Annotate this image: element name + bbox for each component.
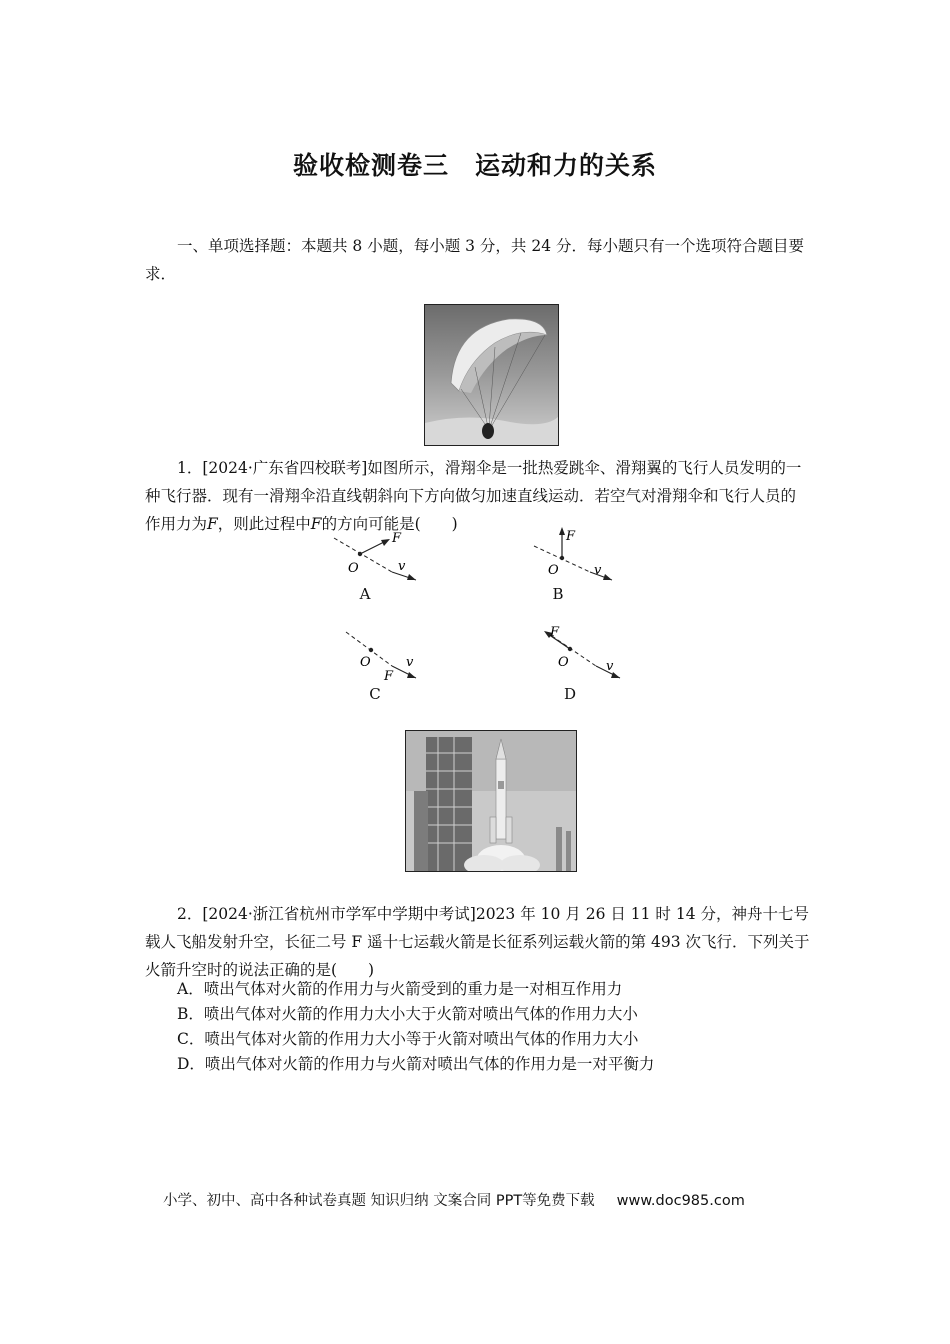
diagram-option-d (538, 624, 638, 690)
q2-stem: 2．[2024·浙江省杭州市学军中学期中考试]2023 年 10 月 26 日 11 时 14 分，神舟十七号载人飞船发射升空，长征二号 F 遥十七运载火箭是长征系列运载火箭的第 493 次飞行．下列关于火箭升空时的说法正确的是( ) (145, 905, 810, 979)
label-f: F (384, 669, 394, 684)
q2-option-d: D．喷出气体对火箭的作用力与火箭对喷出气体的作用力是一对平衡力 (177, 1055, 655, 1073)
section-heading: 一、单项选择题：本题共 8 小题，每小题 3 分，共 24 分．每小题只有一个选项符合题目要求． (145, 237, 805, 283)
option-a-label: A (359, 585, 371, 603)
label-v: v (398, 559, 406, 574)
q1-stem (145, 454, 810, 538)
label-f: F (550, 625, 560, 640)
paraglider-image (425, 305, 558, 445)
q1-force-symbol-2: F (310, 515, 322, 533)
label-o: O (348, 561, 359, 576)
q2-option-c: C．喷出气体对火箭的作用力大小等于火箭对喷出气体的作用力大小 (177, 1030, 639, 1048)
footer-text: 小学、初中、高中各种试卷真题 知识归纳 文案合同 PPT等免费下载 (163, 1193, 595, 1209)
label-v: v (606, 659, 614, 674)
q1-stem-part1: 1．[2024·广东省四校联考]如图所示，滑翔伞是一批热爱跳伞、滑翔翼的飞行人员发明的一种飞行器．现有一滑翔伞沿直线朝斜向下方向做匀加速直线运动．若空气对滑翔伞和飞行人员的作用力为 (145, 459, 802, 533)
footer (163, 1189, 745, 1210)
option-c-label: C (369, 685, 381, 703)
label-o: O (548, 563, 559, 578)
label-f: F (566, 529, 576, 544)
q1-force-symbol: F (207, 515, 218, 533)
rocket-launch-photo (405, 730, 577, 872)
q1-stem-part2: ，则此过程中 (217, 515, 311, 533)
paraglider-photo (424, 304, 559, 446)
diagram-option-a (330, 528, 440, 588)
label-v: v (594, 563, 602, 578)
option-d-label: D (563, 685, 577, 703)
diagram-option-c (340, 628, 430, 690)
option-b-label: B (552, 585, 564, 603)
q2-option-a: A．喷出气体对火箭的作用力与火箭受到的重力是一对相互作用力 (177, 980, 623, 998)
label-v: v (406, 655, 414, 670)
label-o: O (558, 655, 569, 670)
page-title: 验收检测卷三 运动和力的关系 (292, 151, 657, 180)
label-o: O (360, 655, 371, 670)
diagram-option-b (528, 526, 638, 588)
q1-stem-part3: 的方向可能是( ) (321, 515, 458, 533)
rocket-image (406, 731, 576, 871)
label-f: F (392, 531, 402, 546)
q2-option-b: B．喷出气体对火箭的作用力大小大于火箭对喷出气体的作用力大小 (177, 1005, 638, 1023)
footer-url[interactable]: www.doc985.com (616, 1193, 745, 1209)
